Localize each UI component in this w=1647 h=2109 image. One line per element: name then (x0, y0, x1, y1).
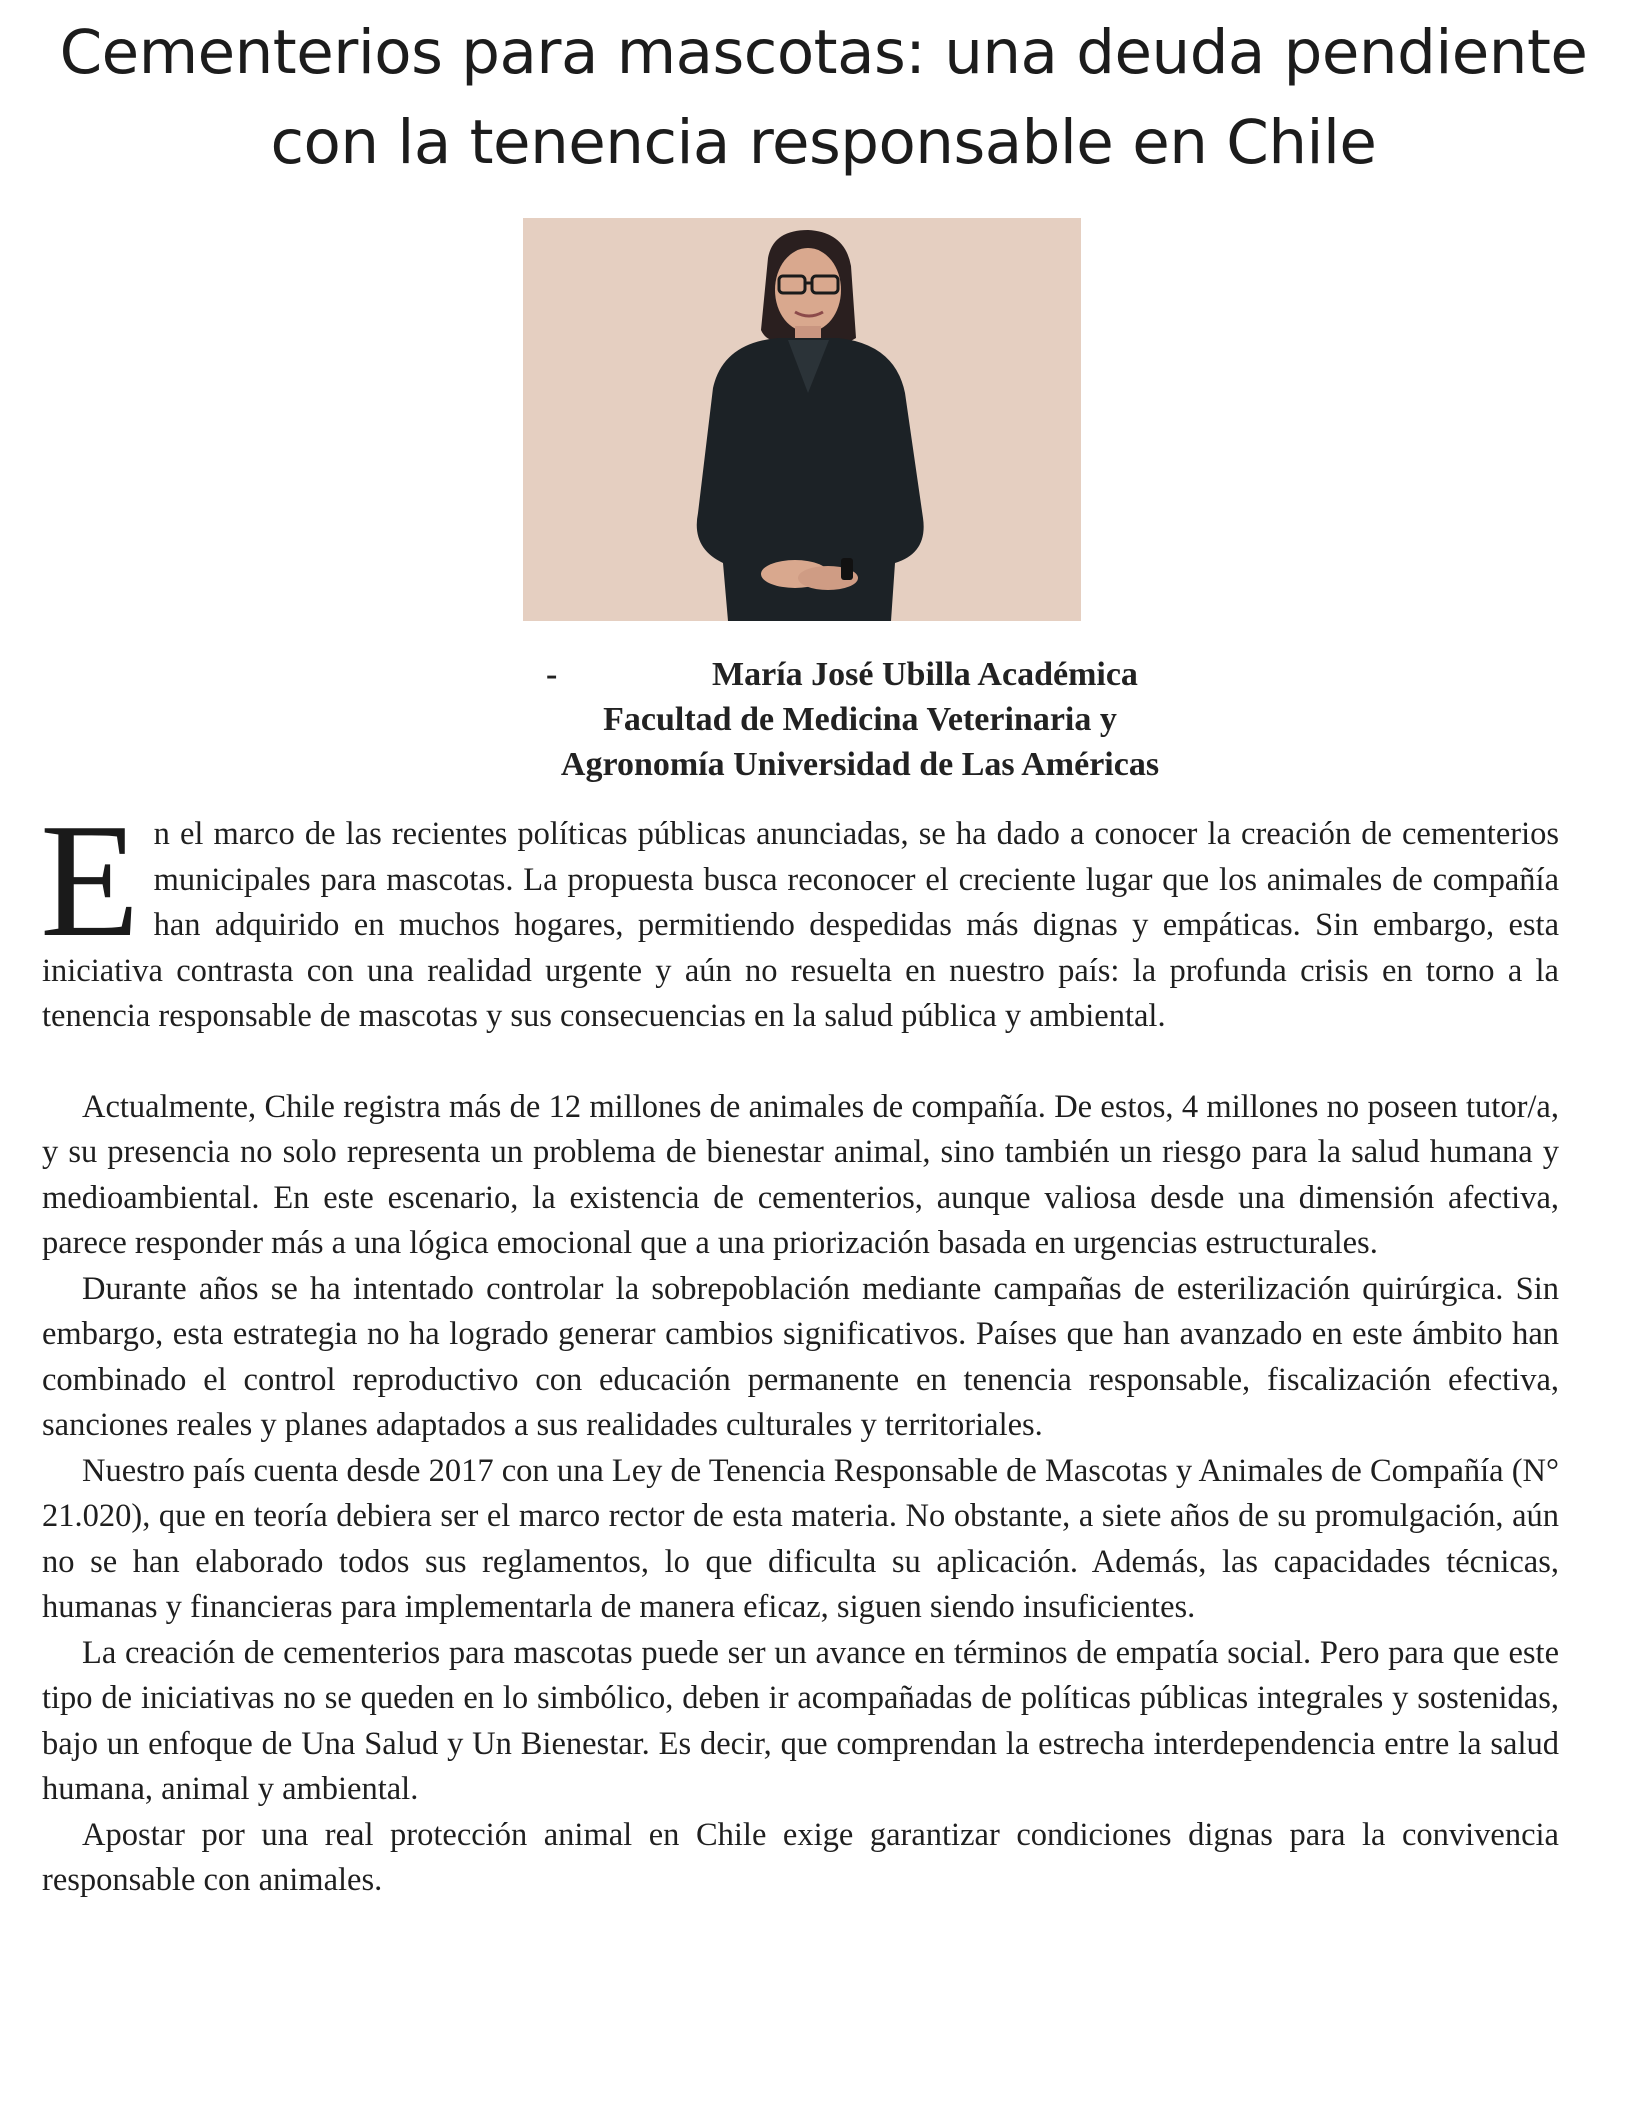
drop-cap: E (40, 791, 140, 971)
article-paragraph: Nuestro país cuenta desde 2017 con una Ley de Tenencia Responsable de Mascotas y Animales de Compañía (N° 21.020), que en teoría debiera ser el marco rector de esta materia. No obstante, a siete años de su promulgación, aún no se han elaborado todos sus reglamentos, lo que dificulta su aplicación. Además, las capacidades técnicas, humanas y financieras para implementarla de manera eficaz, siguen siendo insuficientes. (42, 1452, 1559, 1625)
article-paragraph: Apostar por una real protección animal en Chile exige garantizar condiciones dignas para la convivencia responsable con animales. (42, 1816, 1559, 1898)
article-paragraph: Actualmente, Chile registra más de 12 millones de animales de compañía. De estos, 4 millones no poseen tutor/a, y su presencia no solo representa un problema de bienestar animal, sino también un riesgo para la salud humana y medioambiental. En este escenario, la existencia de cementerios, aunque valiosa desde una dimensión afectiva, parece responder más a una lógica emocional que a una priorización basada en urgencias estructurales. (42, 1088, 1559, 1261)
paragraph-text: n el marco de las recientes políticas públicas anunciadas, se ha dado a conocer la creación de cementerios municipales para mascotas. La propuesta busca reconocer el creciente lugar que los animales de compañía han adquirido en muchos hogares, permitiendo despedidas más dignas y empáticas. Sin embargo, esta iniciativa contrasta con una realidad urgente y aún no resuelta en nuestro país: la profunda crisis en torno a la tenencia responsable de mascotas y sus consecuencias en la salud pública y ambiental. (42, 816, 1559, 1034)
headline-line-1: Cementerios para mascotas: una deuda pendiente (59, 17, 1588, 88)
headline (40, 8, 1607, 188)
author-portrait-icon (523, 218, 1081, 621)
article-body (40, 791, 1559, 1904)
author-byline (420, 652, 1300, 787)
article-paragraph (40, 791, 1559, 1040)
article-paragraph: Durante años se ha intentado controlar la sobrepoblación mediante campañas de esterilización quirúrgica. Sin embargo, esta estrategia no ha logrado generar cambios significativos. Países que han avanzado en este ámbito han combinado el control reproductivo con educación permanente en tenencia responsable, fiscalización efectiva, sanciones reales y planes adaptados a sus realidades culturales y territoriales. (42, 1270, 1559, 1443)
byline-faculty: Facultad de Medicina Veterinaria y (603, 701, 1117, 738)
byline-dash: - (546, 656, 558, 693)
byline-university: Agronomía Universidad de Las Américas (560, 746, 1160, 783)
article-paragraph: La creación de cementerios para mascotas puede ser un avance en términos de empatía social. Pero para que este tipo de iniciativas no se queden en lo simbólico, deben ir acompañadas de políticas públicas integrales y sostenidas, bajo un enfoque de Una Salud y Un Bienestar. Es decir, que comprendan la estrecha interdependencia entre la salud humana, animal y ambiental. (42, 1634, 1559, 1807)
author-photo (523, 218, 1081, 621)
headline-line-2: con la tenencia responsable en Chile (270, 107, 1377, 178)
byline-author-name: María José Ubilla Académica (712, 656, 1138, 693)
